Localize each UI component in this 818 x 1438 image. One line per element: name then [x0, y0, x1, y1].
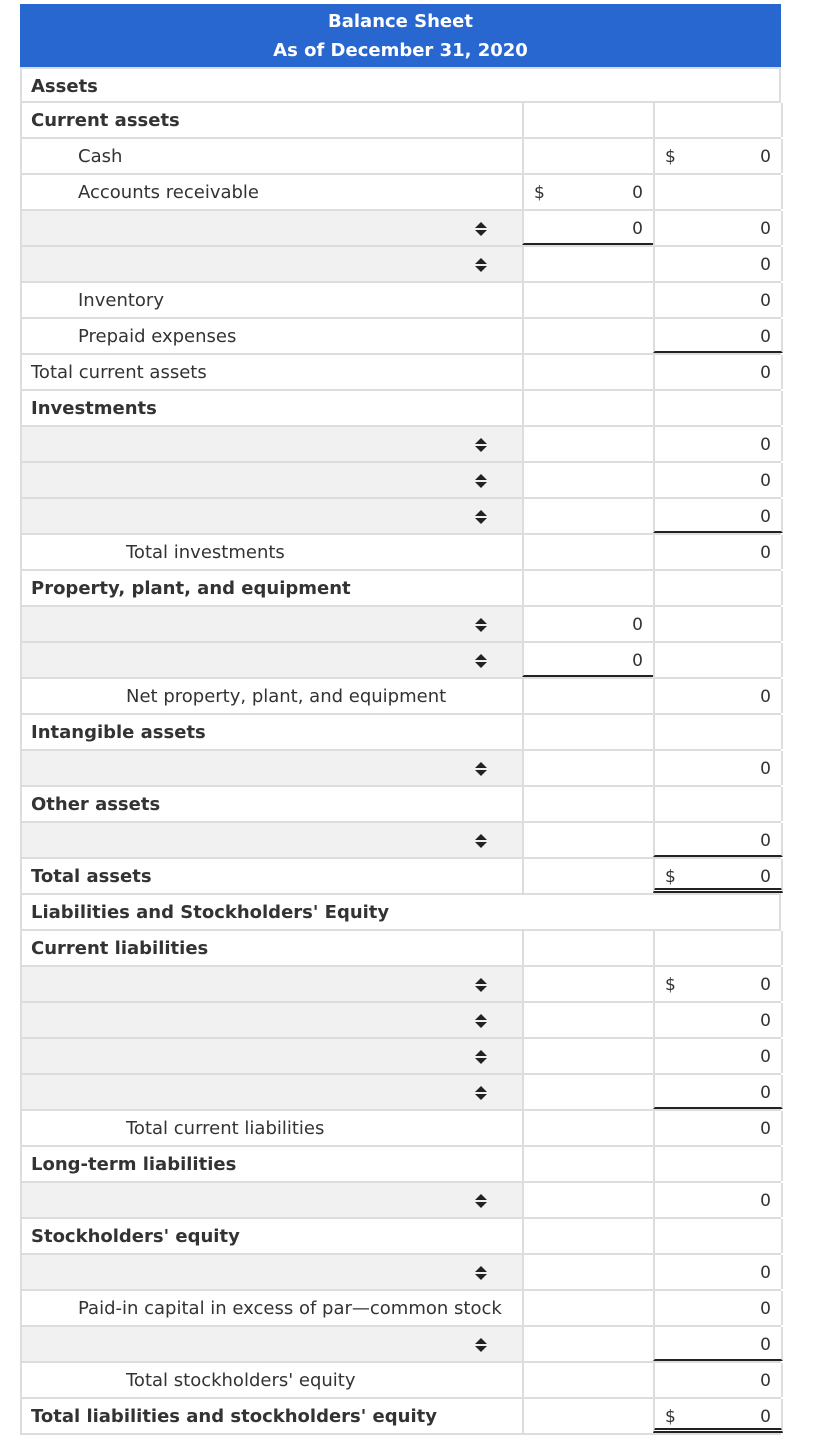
amount-input-col1[interactable] — [522, 751, 653, 785]
up-down-arrow-icon — [473, 761, 489, 777]
amount-input-col1[interactable] — [522, 1291, 653, 1325]
amount-value: 0 — [760, 291, 771, 311]
amount-input-col1[interactable] — [522, 679, 653, 713]
amount-value: 0 — [760, 1011, 771, 1031]
amount-input-col1[interactable] — [522, 535, 653, 569]
amount-input-col1[interactable] — [522, 1111, 653, 1145]
up-down-arrow-icon — [473, 617, 489, 633]
row-label: Total current assets — [31, 362, 207, 383]
amount-input-col2[interactable] — [653, 535, 783, 569]
row-label: Net property, plant, and equipment — [126, 686, 447, 707]
table-row — [20, 1003, 781, 1039]
up-down-arrow-icon — [473, 473, 489, 489]
sheet-title: Balance Sheet — [328, 11, 473, 32]
row-label: Long-term liabilities — [31, 1154, 237, 1175]
amount-input-col2[interactable] — [653, 1075, 783, 1109]
amount-input-col2[interactable] — [653, 1147, 783, 1181]
amount-input-col1[interactable] — [522, 643, 653, 677]
row-label: Total current liabilities — [126, 1118, 325, 1139]
account-select[interactable] — [22, 247, 522, 281]
amount-value: 0 — [760, 147, 771, 167]
up-down-arrow-icon — [473, 1193, 489, 1209]
account-select[interactable] — [22, 1003, 522, 1037]
up-down-arrow-icon — [473, 257, 489, 273]
amount-input-col2[interactable] — [653, 463, 783, 497]
table-row — [20, 535, 781, 571]
amount-value: 0 — [760, 867, 771, 887]
amount-value: 0 — [760, 1299, 771, 1319]
amount-value: 0 — [760, 255, 771, 275]
row-label: Total investments — [126, 542, 285, 563]
table-row — [20, 607, 781, 643]
amount-input-col1[interactable] — [522, 283, 653, 317]
amount-input-col2[interactable] — [653, 1363, 783, 1397]
table-row — [20, 463, 781, 499]
amount-input-col2[interactable] — [653, 103, 783, 137]
account-select[interactable] — [22, 967, 522, 1001]
amount-input-col1[interactable] — [522, 1219, 653, 1253]
amount-input-col1[interactable] — [522, 931, 653, 965]
table-row — [20, 715, 781, 751]
amount-input-col2[interactable] — [653, 319, 783, 353]
table-row — [20, 1147, 781, 1183]
amount-input-col1[interactable] — [522, 1327, 653, 1361]
account-select[interactable] — [22, 463, 522, 497]
amount-value: 0 — [760, 435, 771, 455]
balance-sheet-table — [20, 67, 781, 1435]
amount-input-col1[interactable] — [522, 1075, 653, 1109]
dollar-sign: $ — [665, 867, 676, 887]
account-select[interactable] — [22, 1183, 522, 1217]
table-row — [20, 859, 781, 895]
amount-input-col1[interactable] — [522, 103, 653, 137]
amount-input-col1[interactable] — [522, 607, 653, 641]
account-select[interactable] — [22, 211, 522, 245]
table-row — [20, 967, 781, 1003]
table-row — [20, 175, 781, 211]
amount-input-col2[interactable] — [653, 1219, 783, 1253]
account-select[interactable] — [22, 607, 522, 641]
table-row — [20, 1183, 781, 1219]
table-row — [20, 283, 781, 319]
row-label: Total liabilities and stockholders' equity — [31, 1406, 437, 1427]
row-label: Current assets — [31, 110, 180, 131]
account-select[interactable] — [22, 1039, 522, 1073]
amount-input-col2[interactable] — [653, 643, 783, 677]
amount-input-col1[interactable] — [522, 247, 653, 281]
account-select[interactable] — [22, 643, 522, 677]
amount-input-col1[interactable] — [522, 427, 653, 461]
amount-input-col1[interactable] — [522, 355, 653, 389]
balance-sheet-header — [20, 4, 781, 67]
up-down-arrow-icon — [473, 653, 489, 669]
amount-value: 0 — [632, 183, 643, 203]
table-row — [20, 211, 781, 247]
amount-input-col1[interactable] — [522, 859, 653, 893]
amount-value: 0 — [760, 471, 771, 491]
table-row — [20, 67, 781, 103]
up-down-arrow-icon — [473, 1049, 489, 1065]
amount-input-col1[interactable] — [522, 1147, 653, 1181]
up-down-arrow-icon — [473, 1337, 489, 1353]
table-row — [20, 103, 781, 139]
table-row — [20, 1111, 781, 1147]
table-row — [20, 427, 781, 463]
table-row — [20, 139, 781, 175]
account-select[interactable] — [22, 751, 522, 785]
amount-value: 0 — [760, 219, 771, 239]
amount-input-col2[interactable] — [653, 1399, 783, 1433]
amount-input-col2[interactable] — [653, 1003, 783, 1037]
row-label: Stockholders' equity — [31, 1226, 240, 1247]
amount-value: 0 — [760, 363, 771, 383]
row-label: Other assets — [31, 794, 161, 815]
amount-value: 0 — [760, 1407, 771, 1427]
amount-input-col1[interactable] — [522, 967, 653, 1001]
amount-input-col2[interactable] — [653, 967, 783, 1001]
row-label: Current liabilities — [31, 938, 209, 959]
row-label: Total stockholders' equity — [126, 1370, 356, 1391]
amount-input-col2[interactable] — [653, 931, 783, 965]
amount-input-col2[interactable] — [653, 355, 783, 389]
up-down-arrow-icon — [473, 833, 489, 849]
table-row — [20, 1399, 781, 1435]
up-down-arrow-icon — [473, 977, 489, 993]
table-row — [20, 823, 781, 859]
account-select[interactable] — [22, 427, 522, 461]
up-down-arrow-icon — [473, 1013, 489, 1029]
row-label: Total assets — [31, 866, 152, 887]
table-row — [20, 1327, 781, 1363]
row-label: Assets — [31, 76, 98, 97]
table-row — [20, 679, 781, 715]
up-down-arrow-icon — [473, 509, 489, 525]
amount-value: 0 — [760, 1263, 771, 1283]
amount-input-col2[interactable] — [653, 391, 783, 425]
amount-input-col1[interactable] — [522, 715, 653, 749]
amount-input-col2[interactable] — [653, 247, 783, 281]
table-row — [20, 1075, 781, 1111]
amount-value: 0 — [760, 327, 771, 347]
amount-input-col2[interactable] — [653, 1291, 783, 1325]
amount-input-col1[interactable] — [522, 571, 653, 605]
amount-input-col2[interactable] — [653, 1039, 783, 1073]
amount-value: 0 — [760, 1371, 771, 1391]
amount-input-col1[interactable] — [522, 391, 653, 425]
amount-value: 0 — [760, 543, 771, 563]
amount-input-col1[interactable] — [522, 175, 653, 209]
dollar-sign: $ — [665, 1407, 676, 1427]
amount-input-col1[interactable] — [522, 211, 653, 245]
amount-input-col1[interactable] — [522, 463, 653, 497]
amount-input-col1[interactable] — [522, 499, 653, 533]
amount-input-col1[interactable] — [522, 319, 653, 353]
account-select[interactable] — [22, 1255, 522, 1289]
table-row — [20, 247, 781, 283]
amount-input-col2[interactable] — [653, 823, 783, 857]
dollar-sign: $ — [534, 183, 545, 203]
account-select[interactable] — [22, 499, 522, 533]
table-row — [20, 931, 781, 967]
amount-value: 0 — [632, 219, 643, 239]
amount-value: 0 — [760, 759, 771, 779]
amount-input-col2[interactable] — [653, 1255, 783, 1289]
dollar-sign: $ — [665, 975, 676, 995]
row-label: Liabilities and Stockholders' Equity — [31, 902, 390, 923]
dollar-sign: $ — [665, 147, 676, 167]
amount-input-col2[interactable] — [653, 427, 783, 461]
amount-input-col2[interactable] — [653, 283, 783, 317]
amount-input-col2[interactable] — [653, 679, 783, 713]
amount-input-col1[interactable] — [522, 787, 653, 821]
row-label: Inventory — [78, 290, 164, 311]
amount-input-col1[interactable] — [522, 1039, 653, 1073]
amount-value: 0 — [632, 615, 643, 635]
up-down-arrow-icon — [473, 1265, 489, 1281]
up-down-arrow-icon — [473, 1085, 489, 1101]
up-down-arrow-icon — [473, 221, 489, 237]
row-label: Prepaid expenses — [78, 326, 237, 347]
amount-input-col2[interactable] — [653, 499, 783, 533]
table-row — [20, 1255, 781, 1291]
row-label: Intangible assets — [31, 722, 206, 743]
table-row — [20, 787, 781, 823]
table-row — [20, 1039, 781, 1075]
amount-input-col2[interactable] — [653, 1327, 783, 1361]
amount-value: 0 — [760, 1335, 771, 1355]
amount-input-col1[interactable] — [522, 139, 653, 173]
amount-value: 0 — [760, 687, 771, 707]
amount-value: 0 — [760, 975, 771, 995]
amount-input-col2[interactable] — [653, 139, 783, 173]
amount-input-col1[interactable] — [522, 823, 653, 857]
table-row — [20, 391, 781, 427]
table-row — [20, 355, 781, 391]
table-row — [20, 751, 781, 787]
table-row — [20, 499, 781, 535]
account-select[interactable] — [22, 823, 522, 857]
row-label: Property, plant, and equipment — [31, 578, 351, 599]
table-row — [20, 643, 781, 679]
row-label: Paid-in capital in excess of par—common stock — [78, 1298, 502, 1319]
account-select[interactable] — [22, 1327, 522, 1361]
amount-value: 0 — [760, 1191, 771, 1211]
row-label: Investments — [31, 398, 157, 419]
table-row — [20, 319, 781, 355]
amount-input-col2[interactable] — [653, 859, 783, 893]
table-row — [20, 1363, 781, 1399]
amount-input-col2[interactable] — [653, 607, 783, 641]
amount-input-col1[interactable] — [522, 1255, 653, 1289]
table-row — [20, 895, 781, 931]
amount-input-col2[interactable] — [653, 211, 783, 245]
amount-value: 0 — [632, 651, 643, 671]
amount-input-col1[interactable] — [522, 1399, 653, 1433]
amount-input-col2[interactable] — [653, 1183, 783, 1217]
amount-input-col2[interactable] — [653, 787, 783, 821]
row-label: Cash — [78, 146, 123, 167]
amount-value: 0 — [760, 507, 771, 527]
up-down-arrow-icon — [473, 437, 489, 453]
amount-input-col2[interactable] — [653, 175, 783, 209]
amount-input-col1[interactable] — [522, 1363, 653, 1397]
amount-input-col2[interactable] — [653, 571, 783, 605]
row-label: Accounts receivable — [78, 182, 260, 203]
account-select[interactable] — [22, 1075, 522, 1109]
amount-input-col2[interactable] — [653, 751, 783, 785]
amount-input-col1[interactable] — [522, 1183, 653, 1217]
amount-input-col2[interactable] — [653, 715, 783, 749]
sheet-date: As of December 31, 2020 — [273, 40, 528, 61]
amount-input-col2[interactable] — [653, 1111, 783, 1145]
amount-value: 0 — [760, 831, 771, 851]
table-row — [20, 571, 781, 607]
amount-value: 0 — [760, 1083, 771, 1103]
amount-value: 0 — [760, 1047, 771, 1067]
amount-input-col1[interactable] — [522, 1003, 653, 1037]
table-row — [20, 1219, 781, 1255]
amount-value: 0 — [760, 1119, 771, 1139]
table-row — [20, 1291, 781, 1327]
